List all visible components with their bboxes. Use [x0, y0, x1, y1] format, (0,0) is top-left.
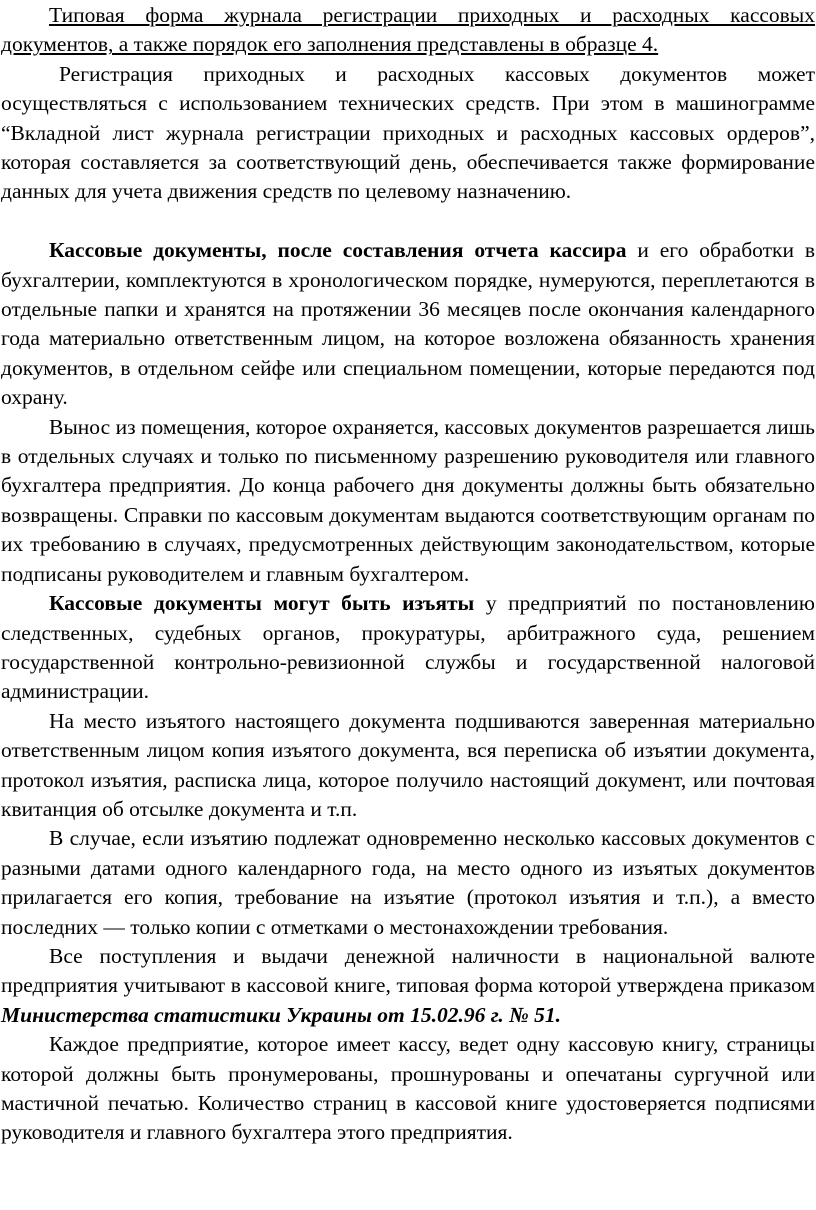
bold-heading-cash-documents: Кассовые документы, после составления отчета кассира: [49, 238, 627, 263]
paragraph-text: Все поступления и выдачи денежной наличности в национальной валюте предприятия учитывают в кассовой книге, типовая форма которой утверждена приказом: [1, 943, 815, 998]
paragraph-multiple-seizure: В случае, если изъятию подлежат одновременно несколько кассовых документов с разными датами одного календарного года, на место одного из изъятых документов прилагается его копия, требование на изъятие (протокол изъятия и т.п.), а вместо последних — только копии с отметками о местонахождении требования.: [1, 826, 815, 939]
paragraph-registration: Регистрация приходных и расходных кассовых документов может осуществляться с использованием технических средств. При этом в машинограмме “Вкладной лист журнала регистрации приходных и расходных кассовых ордеров”, которая составляется за соответствующий день, обеспечивается также формирование данных для учета движения средств по целевому назначению.: [1, 61, 815, 204]
paragraph-cash-book: [1, 942, 815, 1030]
paragraph-seizure: [1, 589, 815, 707]
paragraph-text: у предприятий по постановлению следственных, судебных органов, прокуратуры, арбитражного суда, решением государственной контрольно-ревизионной службы и государственной налоговой администрации.: [1, 591, 815, 704]
paragraph-text: и его обработки в бухгалтерии, комплектуются в хронологическом порядке, нумеруются, переплетаются в отдельные папки и хранятся на протяжении 36 месяцев после окончания календарного года материально ответственным лицом, на которое возложена обязанность хранения документов, в отдельном сейфе или специальном помещении, которые передаются под охрану.: [1, 238, 815, 410]
paragraph-cash-book-pages: Каждое предприятие, которое имеет кассу, ведет одну кассовую книгу, страницы которой должны быть пронумерованы, прошнурованы и опечатаны сургучной или мастичной печатью. Количество страниц в кассовой книге удостоверяется подписями руководителя и главного бухгалтера этого предприятия.: [1, 1032, 815, 1145]
paragraph-gap: [1, 207, 815, 236]
decree-reference: Министерства статистики Украины от 15.02.96 г. № 51.: [1, 1002, 562, 1027]
paragraph-removal: Вынос из помещения, которое охраняется, кассовых документов разрешается лишь в отдельных случаях и только по письменному разрешению руководителя или главного бухгалтера предприятия. До конца рабочего дня документы должны быть обязательно возвращены. Справки по кассовым документам выдаются соответствующим органам по их требованию в случаях, предусмотренных действующим законодательством, которые подписаны руководителем и главным бухгалтером.: [1, 414, 815, 586]
bold-heading-seizure: Кассовые документы могут быть изъяты: [49, 591, 475, 616]
paragraph-replacement: На место изъятого настоящего документа подшиваются заверенная материально ответственным лицом копия изъятого документа, вся переписка об изъятии документа, протокол изъятия, расписка лица, которое получило настоящий документ, или почтовая квитанция об отсылке документа и т.п.: [1, 708, 815, 821]
paragraph-form-sample: Типовая форма журнала регистрации приходных и расходных кассовых документов, а также порядок его заполнения представлены в образце 4.: [1, 3, 815, 57]
paragraph-cash-documents-storage: [1, 236, 815, 412]
